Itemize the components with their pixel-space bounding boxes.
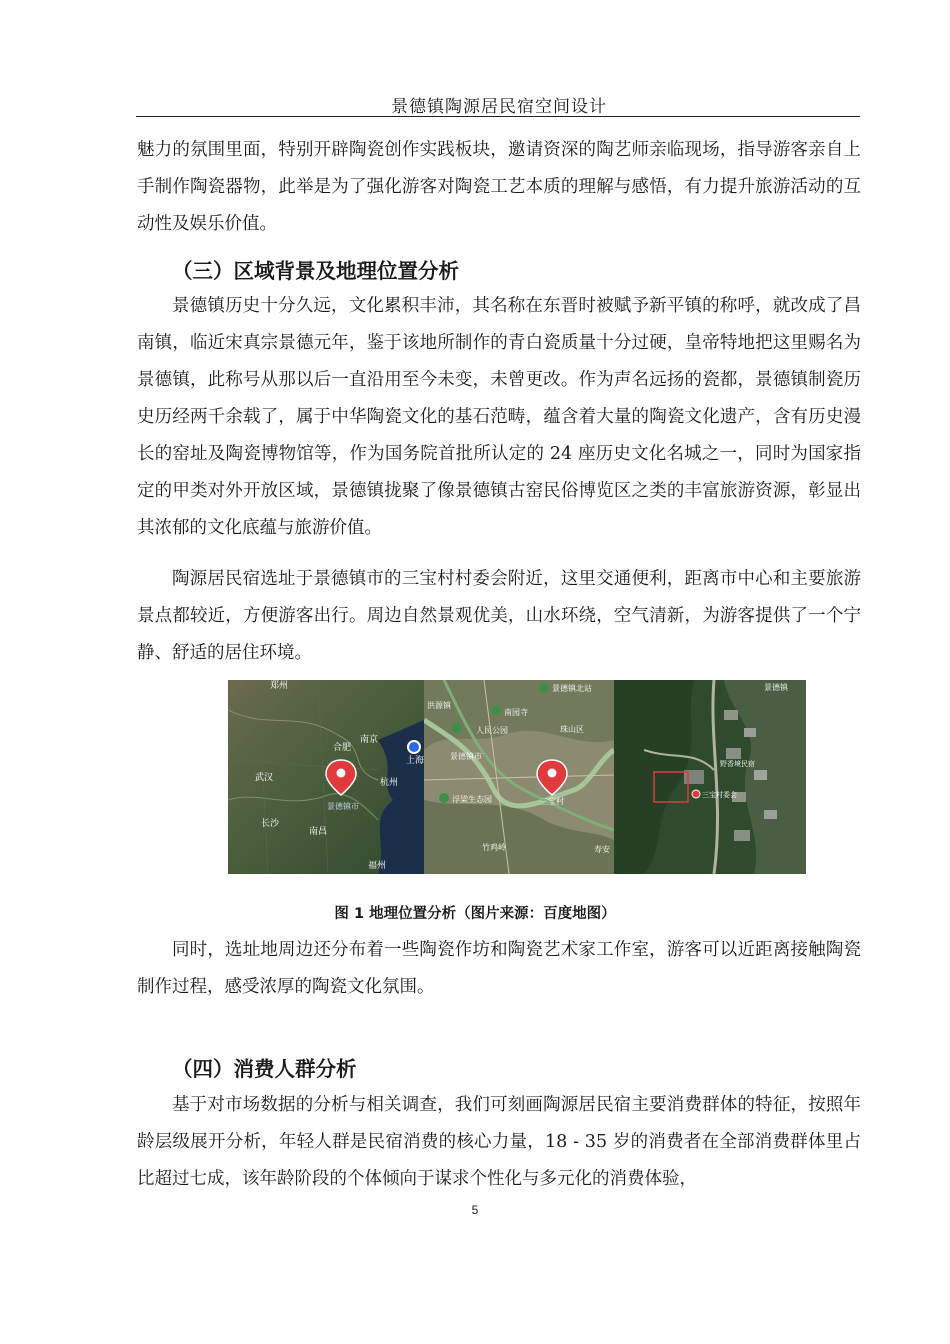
paragraph-intro: 魅力的氛围里面，特别开辟陶瓷创作实践板块，邀请资深的陶艺师亲临现场，指导游客亲自上手制作陶瓷器物，此举是为了强化游客对陶瓷工艺本质的理解与感悟，有力提升旅游活动的互动性及娱乐价值。 — [137, 140, 861, 234]
station-icon — [539, 683, 549, 693]
city-map-image — [424, 680, 614, 874]
label-shouan: 寿安 — [594, 845, 610, 854]
label-park: 人民公园 — [476, 726, 508, 735]
paragraph-history: 景德镇历史十分久远，文化累积丰沛，其名称在东晋时被赋予新平镇的称呼，就改成了昌南镇，临近宋真宗景德元年，鉴于该地所制作的青白瓷质量十分过硬，皇帝特地把这里赐名为景德镇，此称号从那以后一直沿用至今未变，未曾更改。作为声名远扬的瓷都，景德镇制瓷历史历经两千余载了，属于中华陶瓷文化的基石范畴，蕴含着大量的陶瓷文化遗产，含有历史漫长的窑址及陶瓷博物馆等，作为国务院首批所认定的 24 座历史文化名城之一，同时为国家指定的甲类对外开放区域，景德镇拢聚了像景德镇古窑民俗博览区之类的丰富旅游资源，彰显出其浓郁的文化底蕴与旅游价值。 — [137, 296, 861, 538]
heading-section-3: （三）区域背景及地理位置分析 — [172, 259, 459, 283]
site-map-image — [614, 680, 806, 874]
map-panel-regional — [228, 680, 424, 874]
label-jdz: 景德镇市 — [327, 802, 359, 811]
paragraph-workshops: 同时，选址地周边还分布着一些陶瓷作坊和陶瓷艺术家工作室，游客可以近距离接触陶瓷制作过程，感受浓厚的陶瓷文化氛围。 — [137, 940, 861, 997]
label-jdz-city: 景德镇市 — [450, 752, 482, 761]
regional-map-image — [228, 680, 424, 874]
map-panel-site — [614, 680, 806, 874]
page-number: 5 — [471, 1203, 479, 1217]
label-nanyuan: 南园寺 — [504, 708, 528, 717]
label-hefei: 合肥 — [333, 743, 352, 753]
village-office-marker — [692, 790, 700, 798]
label-fuzhou: 福州 — [368, 861, 387, 871]
running-header: 景德镇陶源居民宿空间设计 — [391, 97, 607, 117]
label-sanbao: 三宝村 — [540, 797, 564, 806]
map-panel-city — [424, 680, 614, 874]
paragraph-consumers: 基于对市场数据的分析与相关调查，我们可刻画陶源居民宿主要消费群体的特征，按照年龄层级展开分析，年轻人群是民宿消费的核心力量，18 - 35 岁的消费者在全部消费群体里占比超过七成，该年龄阶段的个体倾向于谋求个性化与多元化的消费体验， — [137, 1095, 861, 1189]
label-hongyuan: 洪源镇 — [427, 701, 451, 710]
label-north-station: 景德镇北站 — [552, 684, 592, 693]
location-map-figure — [228, 680, 806, 874]
label-hangzhou: 杭州 — [380, 778, 399, 788]
label-nanchang: 南昌 — [309, 827, 328, 837]
header-rule — [136, 116, 860, 117]
shanghai-marker — [408, 741, 420, 753]
label-zhushan: 珠山区 — [560, 725, 584, 734]
park-icon — [452, 723, 462, 733]
label-jdz-site: 景德镇 — [764, 683, 788, 692]
label-shanghai: 上海 — [406, 756, 424, 766]
label-eco-park: 浮梁生态园 — [452, 795, 492, 804]
paragraph-site: 陶源居民宿选址于景德镇市的三宝村村委会附近，这里交通便利，距离市中心和主要旅游景点都较近，方便游客出行。周边自然景观优美，山水环绕，空气清新，为游客提供了一个宁静、舒适的居住环境。 — [137, 569, 861, 663]
eco-park-icon — [439, 793, 449, 803]
temple-icon — [491, 705, 501, 715]
heading-section-4: （四）消费人群分析 — [172, 1057, 357, 1081]
label-zhengzhou: 郑州 — [270, 681, 289, 691]
label-guesthouse: 野香境民宿 — [720, 760, 755, 768]
label-wuhan: 武汉 — [255, 773, 274, 783]
figure-caption: 图 1 地理位置分析（图片来源：百度地图） — [334, 906, 616, 922]
label-zhujiling: 竹鸡岭 — [482, 843, 506, 852]
label-village-office: 三宝村委会 — [702, 791, 737, 799]
label-nanjing: 南京 — [360, 735, 379, 745]
label-changsha: 长沙 — [261, 819, 280, 829]
